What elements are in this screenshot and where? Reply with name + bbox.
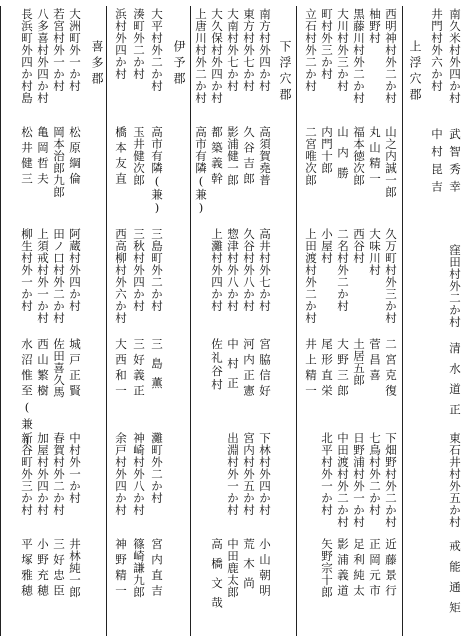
- person-name: 三好義正: [132, 338, 146, 400]
- column-divider: [296, 6, 297, 636]
- village-line: 東石井村外五か村: [448, 432, 462, 528]
- person-name: 影浦健一郎: [226, 126, 240, 186]
- person-name: 三島薫: [150, 338, 164, 397]
- district-name: 喜多郡: [90, 40, 104, 88]
- person-name: 河内正憲: [242, 338, 256, 400]
- person-name: 亀岡哲夫: [36, 126, 50, 188]
- village-line: 上須戒村外一か村: [36, 228, 50, 324]
- village-line: 二名村外二か村: [336, 228, 350, 312]
- village-line: 井門村外六か村: [430, 8, 444, 92]
- village-line: 中田渡村外二か村: [336, 432, 350, 528]
- person-name: 佐礼谷村: [210, 338, 224, 392]
- person-name: 大西和一: [114, 338, 128, 400]
- person-name: 宮脇信好: [258, 338, 272, 400]
- person-name: 松井健三: [20, 126, 34, 188]
- column-divider: [106, 6, 107, 636]
- village-line: 湊町外二か村: [132, 8, 146, 80]
- column-kita: [0, 0, 106, 640]
- person-name: 影浦義道: [336, 538, 350, 600]
- village-line: 久谷村外八か村: [242, 228, 256, 312]
- village-line: 惣津村外八か村: [226, 228, 240, 312]
- village-line: 三秋村外四か村: [132, 228, 146, 312]
- village-line: 町村外三か村: [320, 8, 334, 80]
- column-kamiukena-1: [402, 0, 466, 640]
- village-line: 中村外一か村: [68, 432, 82, 504]
- column-divider: [402, 6, 403, 636]
- village-line: 余戸村外四か村: [114, 432, 128, 516]
- village-line: 大南村外七か村: [226, 8, 240, 92]
- village-line: 西谷村: [352, 228, 366, 264]
- person-name: 井林純一郎: [68, 538, 82, 598]
- village-line: 柳生村外一か村: [20, 228, 34, 312]
- village-line: 大洲町外一か村: [68, 8, 82, 92]
- village-line: 若宮村外一か村: [52, 8, 66, 92]
- village-line: 南久米村外四か村: [448, 8, 462, 104]
- district-name: 上浮穴郡: [408, 40, 422, 104]
- village-line: 加屋村外四か村: [36, 432, 50, 516]
- village-line: 灘町外二か村: [150, 432, 164, 504]
- person-name: 尾形直栄: [320, 338, 334, 400]
- person-name: 大野三郎: [336, 338, 350, 400]
- person-name: 佐田喜久馬: [52, 338, 66, 398]
- person-name: 中村昆吉: [430, 128, 444, 198]
- village-line: 東方村外七か村: [242, 8, 256, 92]
- village-line: 新谷町外三か村: [20, 432, 34, 516]
- village-line: 久万町村外三か村: [384, 228, 398, 324]
- village-line: 三島町外二か村: [150, 228, 164, 312]
- person-name: 近藤景行: [384, 538, 398, 600]
- village-line: 大味川村: [368, 228, 382, 276]
- person-name: 矢野宗十郎: [320, 538, 334, 598]
- village-line: 西明神村外二か村: [384, 8, 398, 104]
- village-line: 上唐川村外二か村: [194, 8, 208, 104]
- person-name: 玉井健次郎: [132, 126, 146, 186]
- village-line: 立石村外二か村: [304, 8, 318, 92]
- person-name: 中村正: [226, 338, 240, 397]
- village-line: 出淵村外一か村: [226, 432, 240, 516]
- person-name: 二宮克復: [384, 338, 398, 400]
- village-line: 柚野村: [368, 8, 382, 44]
- person-name: 宮内直吉: [150, 538, 164, 600]
- person-name: 丸山精一: [368, 126, 382, 188]
- village-line: 下林村外四か村: [258, 432, 272, 516]
- person-name: 城戸正賢: [68, 338, 82, 400]
- person-name: 井上精一: [304, 338, 318, 400]
- district-name: 下浮穴郡: [278, 40, 292, 104]
- person-name: 高橋文哉: [210, 538, 224, 616]
- person-name: 二宮唯次郎: [304, 126, 318, 186]
- person-name: 戒能通矩: [448, 540, 462, 622]
- person-name: 小山朝明: [258, 538, 272, 600]
- column-divider: [0, 6, 1, 636]
- person-name: 小野充穂: [36, 538, 50, 600]
- village-line: 窪田村外二か村: [448, 244, 462, 328]
- village-line: 阿蔵村外四か村: [68, 228, 82, 312]
- village-line: 南方村外四か村: [258, 8, 272, 92]
- column-iyo: [106, 0, 190, 640]
- village-line: 田ノ口村外二か村: [52, 228, 66, 324]
- person-name: 荒木尚: [242, 538, 256, 597]
- person-name: 篠崎謙九郎: [132, 538, 146, 598]
- person-name: 山之内誠一郎: [384, 126, 398, 198]
- village-line: 七鳥村外二か村: [368, 432, 382, 516]
- village-line: 神崎村外八か村: [132, 432, 146, 516]
- village-line: 下畑野村外二か村: [384, 432, 398, 528]
- person-name: 三好忠臣: [52, 538, 66, 600]
- person-name: 清水道正: [448, 342, 462, 424]
- person-name: 武智秀幸: [448, 128, 462, 198]
- column-divider: [190, 6, 191, 636]
- person-name: 平塚雅穂: [20, 538, 34, 600]
- person-name: 松原綱倫: [68, 126, 82, 188]
- village-line: 長浜町外四か村島: [20, 8, 34, 104]
- person-name: 足利純太: [352, 538, 366, 600]
- person-name: 福本徳次郎: [352, 126, 366, 186]
- person-name: 中田鹿太郎: [226, 538, 240, 598]
- village-line: 大川村外三か村: [336, 8, 350, 92]
- village-line: 八多喜村外四か村: [36, 8, 50, 104]
- person-name: 都築義幹: [210, 126, 224, 188]
- village-line: 宮内村外五か村: [242, 432, 256, 516]
- person-name: 菅昌喜: [368, 338, 382, 385]
- person-name: 内門十郎: [320, 126, 334, 174]
- village-line: 黒藤川村外二か村: [352, 8, 366, 104]
- village-line: 上田渡村外二か村: [304, 228, 318, 324]
- person-name: 山内勝: [336, 126, 350, 188]
- village-line: 日野浦村外一か村: [352, 432, 366, 528]
- person-name: 久谷吉郎: [242, 126, 256, 188]
- person-name: 水沼惟至(兼): [20, 338, 34, 452]
- village-line: 浜村外四か村: [114, 8, 128, 80]
- person-name: 西山繁樹: [36, 338, 50, 400]
- village-line: 大久保村外四か村: [210, 8, 224, 104]
- person-name: 高須賀堯普: [258, 126, 272, 186]
- village-line: 春賀村外二か村: [52, 432, 66, 516]
- column-kamiukena-2: [296, 0, 402, 640]
- person-name: 高市有隣(兼): [194, 126, 208, 215]
- person-name: 土居五郎: [352, 338, 366, 386]
- village-line: 上灘村外四か村: [210, 228, 224, 312]
- person-name: 正岡元市: [368, 538, 382, 600]
- person-name: 高市有隣(兼): [150, 126, 164, 215]
- village-line: 北平村外一か村: [320, 432, 334, 516]
- village-line: 大平村外二か村: [150, 8, 164, 92]
- village-line: 小屋村: [320, 228, 334, 264]
- person-name: 岡本治郎九郎: [52, 126, 66, 198]
- person-name: 神野精一: [114, 538, 128, 600]
- village-line: 西高柳村外六か村: [114, 228, 128, 324]
- column-shimoukena: [190, 0, 296, 640]
- village-line: 高井村外七か村: [258, 228, 272, 312]
- district-name: 伊予郡: [172, 40, 186, 88]
- person-name: 橋本友直: [114, 126, 128, 188]
